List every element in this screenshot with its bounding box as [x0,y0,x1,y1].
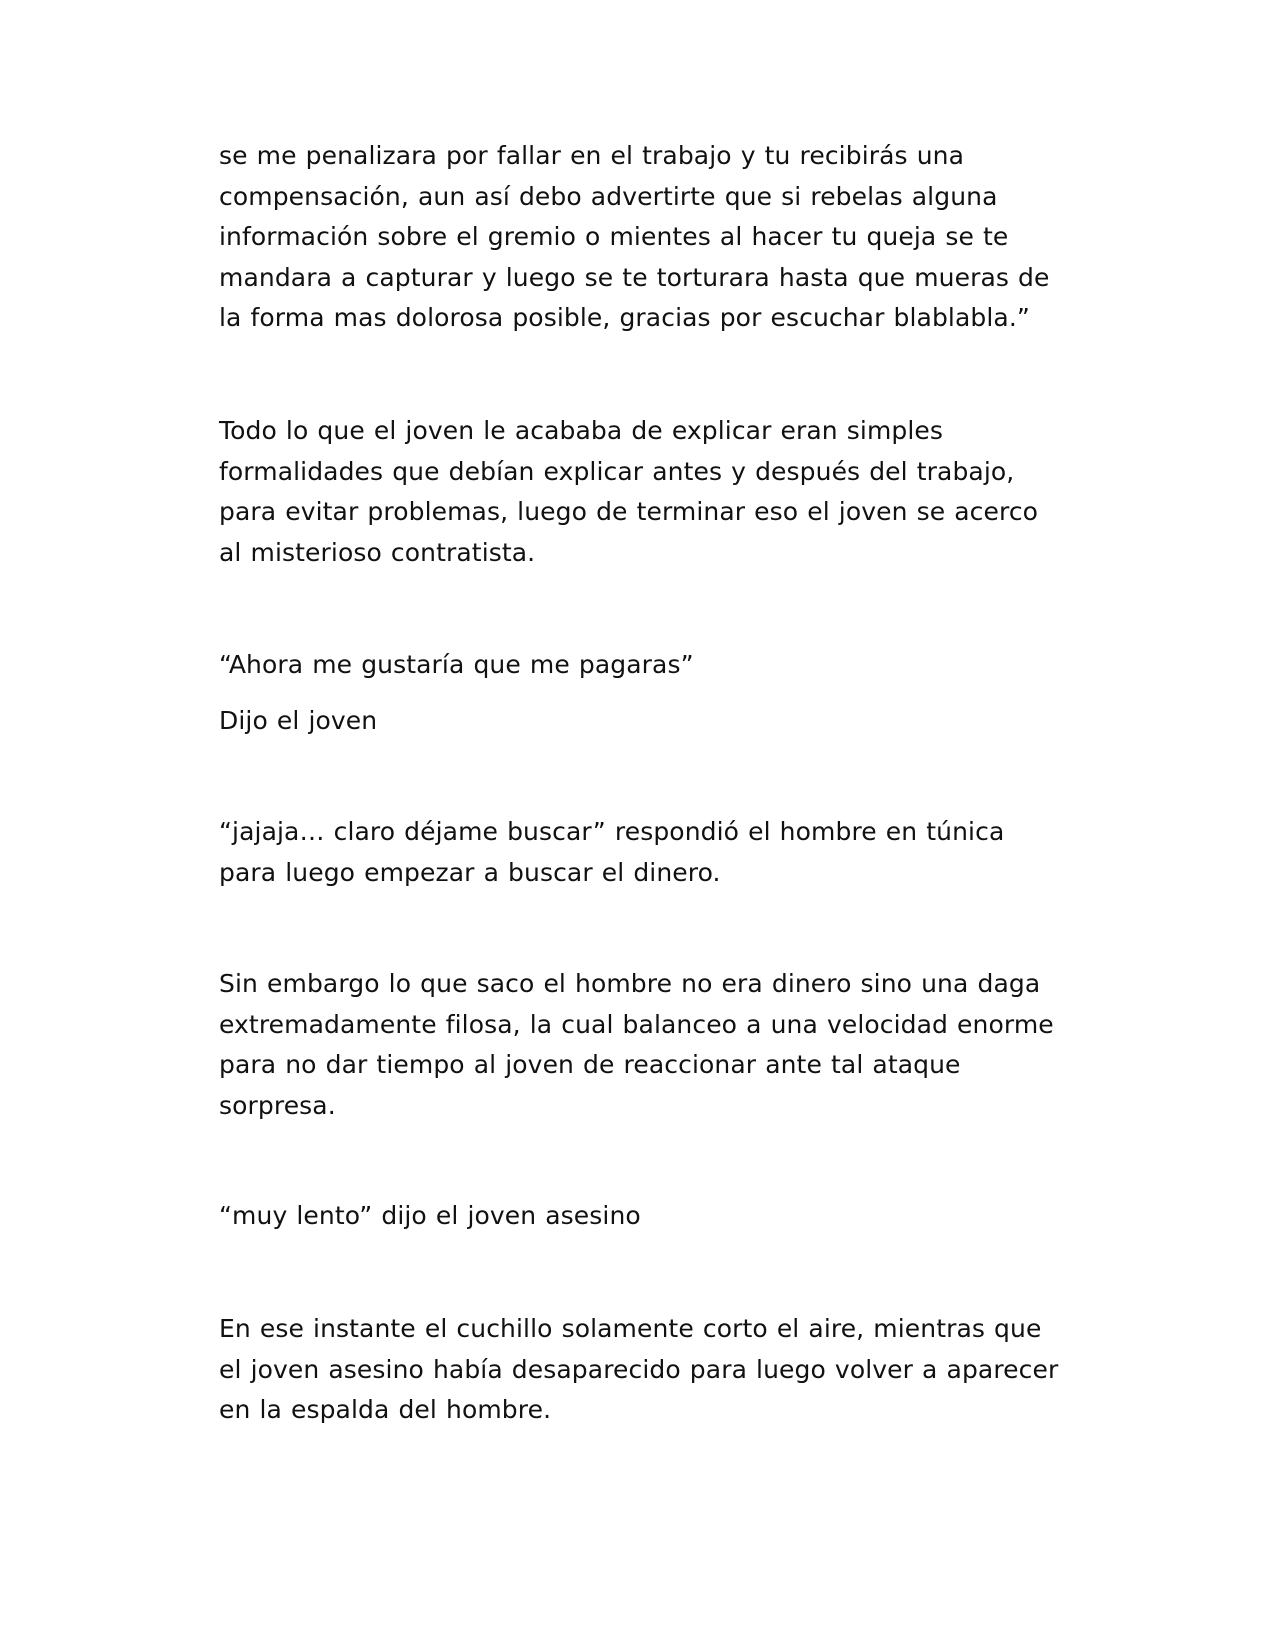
paragraph-3 [219,645,1069,686]
text-line: “Ahora me gustaría que me pagaras” [219,650,694,679]
text-line: “jajaja… claro déjame buscar” respondió el hombre en túnica [219,817,1005,846]
text-line: Dijo el joven [219,706,378,735]
text-line: “muy lento” dijo el joven asesino [219,1201,641,1230]
text-line: para evitar problemas, luego de terminar eso el joven se acerco [219,497,1039,526]
text-line: para luego empezar a buscar el dinero. [219,857,721,887]
text-line: Todo lo que el joven le acababa de explicar eran simples [219,416,944,445]
text-line: En ese instante el cuchillo solamente corto el aire, mientras que [219,1314,1042,1343]
paragraph-5 [219,812,1069,893]
text-line: se me penalizara por fallar en el trabajo y tu recibirás una [219,141,965,170]
text-line: extremadamente filosa, la cual balanceo a una velocidad enorme [219,1009,1054,1039]
text-line: sorpresa. [219,1090,336,1120]
paragraph-8 [219,1309,1069,1431]
text-line: formalidades que debían explicar antes y después del trabajo, [219,456,1015,486]
paragraph-2 [219,411,1069,573]
text-line: información sobre el gremio o mientes al hacer tu queja se te [219,222,1009,251]
text-line: para no dar tiempo al joven de reaccionar ante tal ataque [219,1050,961,1079]
text-line: Sin embargo lo que saco el hombre no era dinero sino una daga [219,969,1041,998]
text-line: mandara a capturar y luego se te torturara hasta que mueras de [219,262,1050,292]
text-line: al misterioso contratista. [219,537,536,567]
paragraph-1 [219,136,1069,339]
text-line: en la espalda del hombre. [219,1395,552,1424]
paragraph-7 [219,1196,1069,1237]
text-line: el joven asesino había desaparecido para luego volver a aparecer [219,1354,1059,1384]
paragraph-4 [219,701,1069,742]
text-line: la forma mas dolorosa posible, gracias por escuchar blablabla.” [219,303,1030,332]
text-line: compensación, aun así debo advertirte que si rebelas alguna [219,181,998,211]
paragraph-6 [219,964,1069,1126]
